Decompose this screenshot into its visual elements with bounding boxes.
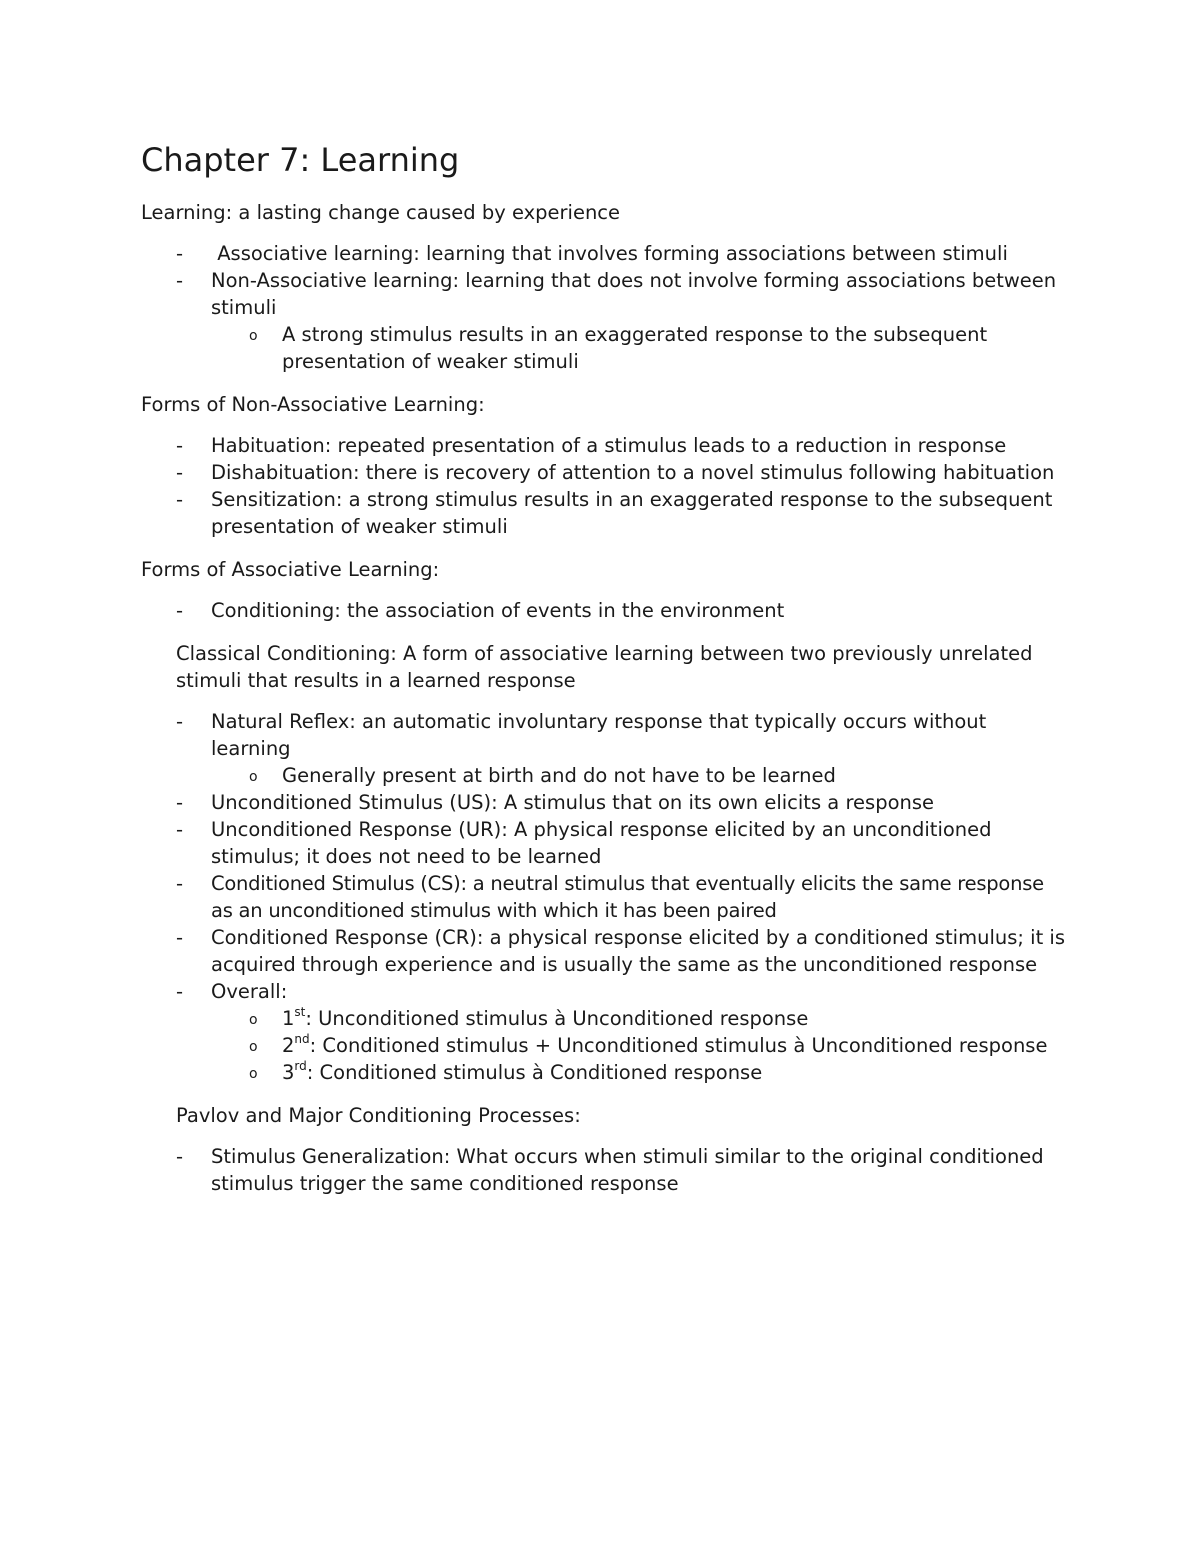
associative-list [141, 597, 1071, 624]
list-item: - Stimulus Generalization: What occurs when stimuli similar to the original conditioned stimulus trigger the same conditioned response [211, 1143, 1071, 1197]
page-title: Chapter 7: Learning [141, 141, 460, 179]
classical-conditioning-list [141, 708, 1071, 1086]
list-item: - Conditioned Response (CR): a physical response elicited by a conditioned stimulus; it is acquired through experience and is usually the same as the unconditioned response [211, 924, 1071, 978]
non-associative-list [141, 432, 1071, 540]
sub-list [211, 321, 1071, 375]
section-heading-pavlov: Pavlov and Major Conditioning Processes: [176, 1104, 581, 1127]
list-item: - Habituation: repeated presentation of a stimulus leads to a reduction in response [211, 432, 1071, 459]
document-page [141, 138, 1071, 1197]
list-item: - Associative learning: learning that involves forming associations between stimuli [211, 240, 1071, 267]
sub-list [211, 1005, 1071, 1086]
section-heading-classical-conditioning: Classical Conditioning: A form of associative learning between two previously unrelated stimuli that results in a learned response [176, 642, 1033, 692]
list-item: - Unconditioned Stimulus (US): A stimulus that on its own elicits a response [211, 789, 1071, 816]
sub-list-item: o A strong stimulus results in an exaggerated response to the subsequent presentation of weaker stimuli [282, 321, 1071, 375]
list-item: - Unconditioned Response (UR): A physical response elicited by an unconditioned stimulus; it does not need to be learned [211, 816, 1071, 870]
list-item [211, 978, 1071, 1086]
list-item: - Sensitization: a strong stimulus results in an exaggerated response to the subsequent presentation of weaker stimuli [211, 486, 1071, 540]
list-item-text: Non-Associative learning: learning that does not involve forming associations between stimuli [211, 269, 1057, 319]
section-heading-non-associative: Forms of Non-Associative Learning: [141, 393, 485, 416]
list-item-text: Overall: [211, 980, 288, 1003]
pavlov-list [141, 1143, 1071, 1197]
sub-list [211, 762, 1071, 789]
list-item [211, 708, 1071, 789]
sub-list-item: o 2nd: Conditioned stimulus + Unconditioned stimulus à Unconditioned response [282, 1032, 1071, 1059]
list-item: - Conditioning: the association of events in the environment [211, 597, 1071, 624]
learning-definition: Learning: a lasting change caused by experience [141, 201, 621, 224]
list-item: - Dishabituation: there is recovery of attention to a novel stimulus following habituation [211, 459, 1071, 486]
sub-list-item: o Generally present at birth and do not have to be learned [282, 762, 1071, 789]
sub-list-item: o 3rd: Conditioned stimulus à Conditioned response [282, 1059, 1071, 1086]
list-item [211, 267, 1071, 375]
sub-list-item: o 1st: Unconditioned stimulus à Unconditioned response [282, 1005, 1071, 1032]
section-heading-associative: Forms of Associative Learning: [141, 558, 440, 581]
intro-list [141, 240, 1071, 375]
list-item: - Conditioned Stimulus (CS): a neutral stimulus that eventually elicits the same response as an unconditioned stimulus with which it has been paired [211, 870, 1071, 924]
list-item-text: Natural Reflex: an automatic involuntary response that typically occurs without learning [211, 710, 987, 760]
